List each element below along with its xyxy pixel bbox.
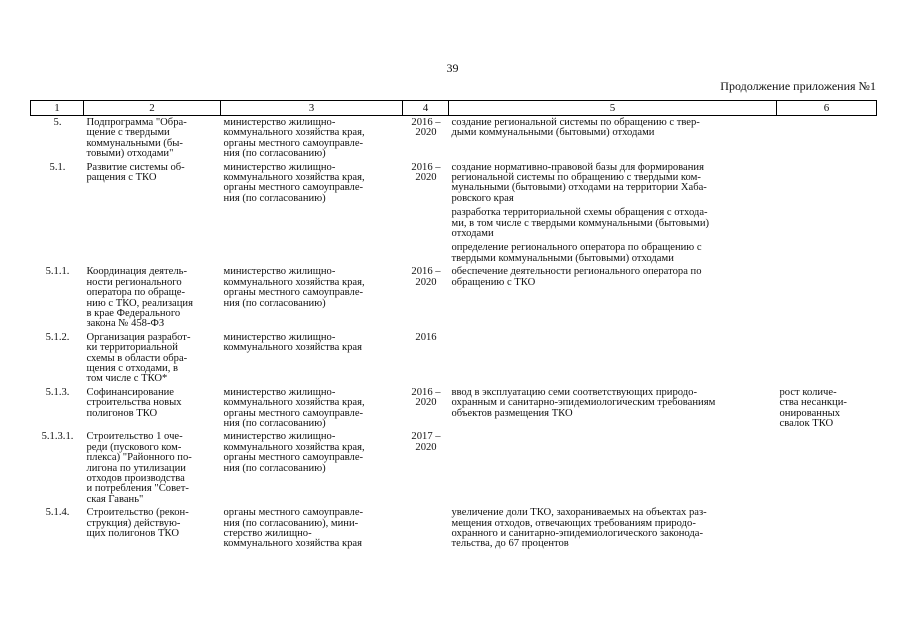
item-executor: министерство жилищно- коммунального хозяйства края, органы местного самоуправле- ния (по согласованию) [223,386,365,429]
item-name: Софинансирование строительства новых полигонов ТКО [86,386,182,419]
page-number: 39 [446,61,459,75]
item-executor: министерство жилищно- коммунального хозяйства края, органы местного самоуправле- ния (по согласованию) [223,117,365,160]
item-name: Организация разработ- ки территориальной схемы в области обра- щения с отходами, в том числе с ТКО* [86,331,191,385]
result-text: ввод в эксплуатацию семи соответствующих природо- охранным и санитарно-эпидемиологическим требованиям объектов размещения ТКО [451,386,716,419]
item-executor: органы местного самоуправле- ния (по согласованию), мини- стерство жилищно- коммунального хозяйства края [223,507,364,550]
item-term: 2016 – 2020 [411,266,441,288]
item-executor: министерство жилищно- коммунального хозяйства края, органы местного самоуправле- ния (по согласованию) [223,161,365,204]
item-number: 5.1.3.1. [41,431,74,443]
item-result [449,388,777,433]
result-text: создание нормативно-правовой базы для формирования региональной системы по обращению с твердыми ком- мунальными (бытовыми) отходами на территории Хаба- ровского края [451,161,707,204]
item-name: Координация деятель- ности регионального оператора по обраще- нию с ТКО, реализация в крае Федерального закона № 458-ФЗ [86,266,193,330]
item-name: Развитие системы об- ращения с ТКО [86,161,185,184]
column-header-3: 3 [221,101,403,116]
item-indicator [777,163,877,268]
item-indicator [777,116,877,163]
table-row [31,116,877,163]
item-term: 2016 – 2020 [411,117,441,139]
column-header-2: 2 [84,101,221,116]
table-row [31,508,877,553]
program-table [30,100,877,553]
item-term: 2016 – 2020 [411,161,441,184]
item-indicator [777,267,877,332]
item-name: Подпрограмма "Обра- щение с твердыми коммунальными (бы- товыми) отходами" [86,117,187,160]
item-indicator [777,333,877,388]
item-result [449,267,777,332]
item-term: 2017 – 2020 [411,431,441,453]
column-header-6: 6 [777,101,877,116]
table-row [31,432,877,508]
item-number: 5.1.1. [45,266,70,278]
column-header-1: 1 [31,101,84,116]
item-indicator [777,432,877,508]
item-name: Строительство 1 оче- реди (пускового ком- плекса) "Районного по- лигона по утилизации отходов производства и потребления "Совет- ская Гавань" [86,431,192,505]
item-result [449,508,777,553]
item-executor: министерство жилищно- коммунального хозяйства края, органы местного самоуправле- ния (по согласованию) [223,266,365,309]
result-text: разработка территориальной схемы обращения с отхода- ми, в том числе с твердыми коммунальными (бытовыми) отходами [451,207,710,240]
table-row [31,333,877,388]
item-result [449,432,777,508]
result-text: обеспечение деятельности регионального оператора по обращению с ТКО [451,266,702,288]
item-number: 5.1. [49,161,66,173]
item-number: 5. [53,117,62,128]
table-row [31,388,877,433]
item-result [449,333,777,388]
column-header-4: 4 [403,101,449,116]
item-executor: министерство жилищно- коммунального хозяйства края, органы местного самоуправле- ния (по согласованию) [223,431,365,474]
item-term: 2016 – 2020 [411,386,441,409]
item-name: Строительство (рекон- струкция) действую- щих полигонов ТКО [86,507,189,540]
item-indicator: рост количе- ства несанкци- онированных свалок ТКО [779,386,847,429]
result-text: увеличение доли ТКО, захораниваемых на объектах раз- мещения отходов, отвечающих требованиям природо- охранного и санитарно-эпидемиологического законода- тельства, до 67 процентов [451,507,707,550]
item-term: 2016 [415,331,437,343]
item-result [449,116,777,163]
item-term [403,508,449,553]
table-row [31,163,877,268]
item-indicator [777,508,877,553]
table-body [31,116,877,553]
item-number: 5.1.2. [45,331,70,343]
table-row [31,267,877,332]
continuation-note: Продолжение приложения №1 [720,79,876,93]
item-result [449,163,777,268]
item-number: 5.1.3. [45,386,70,398]
table-header [31,101,877,116]
column-header-5: 5 [449,101,777,116]
item-executor: министерство жилищно- коммунального хозяйства края [223,331,362,354]
result-text: создание региональной системы по обращению с твер- дыми коммунальными (бытовыми) отходами [451,117,700,139]
result-text: определение регионального оператора по обращению с твердыми коммунальными (бытовыми) отходами [451,242,702,264]
item-number: 5.1.4. [45,507,70,519]
